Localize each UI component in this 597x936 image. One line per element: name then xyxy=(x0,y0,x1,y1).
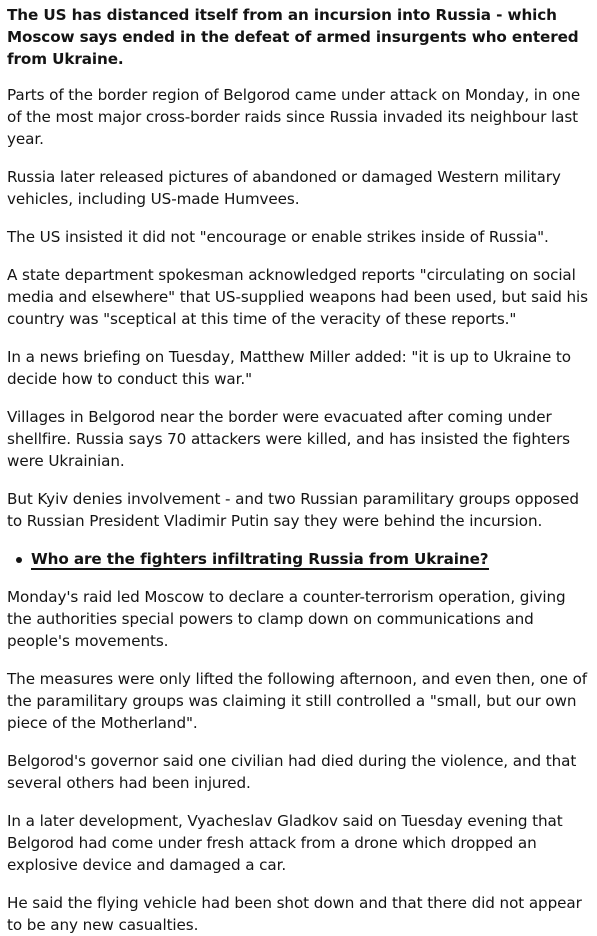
related-link-item xyxy=(7,548,591,570)
paragraph: Villages in Belgorod near the border were evacuated after coming under shellfire. Russia says 70 attackers were killed, and has insisted the fighters were Ukrainian. xyxy=(7,408,570,470)
related-links-list xyxy=(7,548,591,570)
paragraph: In a later development, Vyacheslav Gladkov said on Tuesday evening that Belgorod had come under fresh attack from a drone which dropped an explosive device and damaged a car. xyxy=(7,812,563,874)
paragraph: A state department spokesman acknowledged reports "circulating on social media and elsewhere" that US-supplied weapons had been used, but said his country was "sceptical at this time of the veracity of these reports." xyxy=(7,266,588,328)
paragraph: Belgorod's governor said one civilian had died during the violence, and that several others had been injured. xyxy=(7,752,577,792)
paragraph: The measures were only lifted the following afternoon, and even then, one of the paramilitary groups was claiming it still controlled a "small, but our own piece of the Motherland". xyxy=(7,670,588,732)
paragraph: But Kyiv denies involvement - and two Russian paramilitary groups opposed to Russian President Vladimir Putin say they were behind the incursion. xyxy=(7,490,579,530)
paragraph: Monday's raid led Moscow to declare a counter-terrorism operation, giving the authorities special powers to clamp down on communications and people's movements. xyxy=(7,588,566,650)
paragraph: Parts of the border region of Belgorod came under attack on Monday, in one of the most major cross-border raids since Russia invaded its neighbour last year. xyxy=(7,86,581,148)
related-article-link[interactable]: Who are the fighters infiltrating Russia from Ukraine? xyxy=(31,550,489,568)
article-intro: The US has distanced itself from an incursion into Russia - which Moscow says ended in the defeat of armed insurgents who entered from Ukraine. xyxy=(7,6,579,68)
paragraph: In a news briefing on Tuesday, Matthew Miller added: "it is up to Ukraine to decide how to conduct this war." xyxy=(7,348,571,388)
paragraph: Russia later released pictures of abandoned or damaged Western military vehicles, including US-made Humvees. xyxy=(7,168,561,208)
paragraph: The US insisted it did not "encourage or enable strikes inside of Russia". xyxy=(7,228,549,246)
paragraph: He said the flying vehicle had been shot down and that there did not appear to be any new casualties. xyxy=(7,894,582,934)
bullet-icon xyxy=(16,557,22,563)
